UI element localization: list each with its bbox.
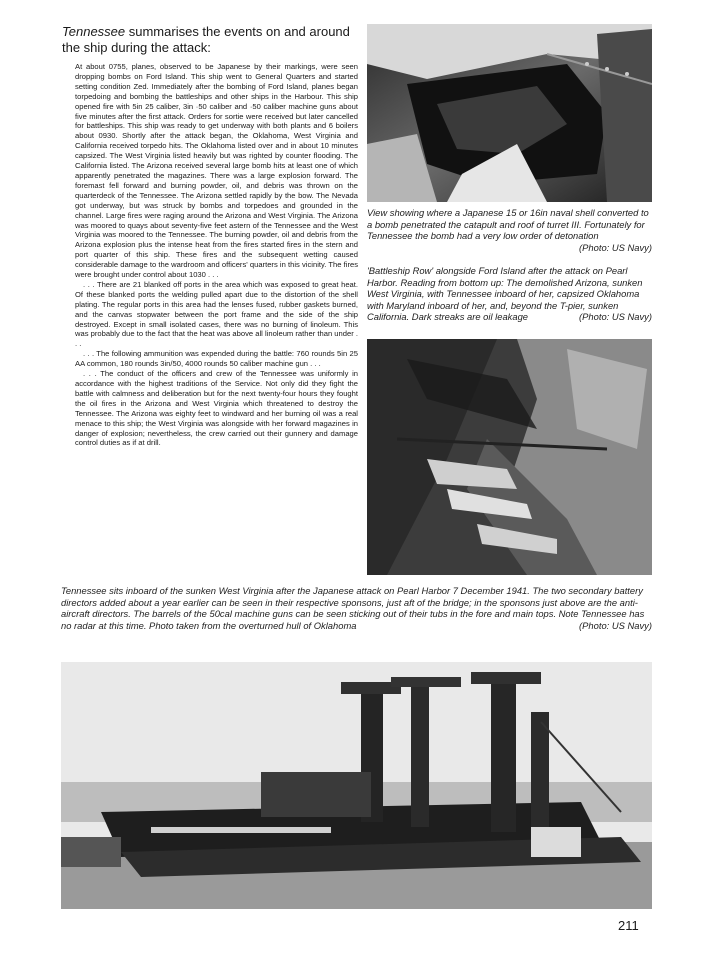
photo-credit: (Photo: US Navy) (579, 311, 652, 322)
heading-ship-name: Tennessee (62, 24, 126, 39)
tennessee-battleship-photo (61, 662, 652, 909)
turret-photo-caption (367, 207, 652, 253)
caption-text: View showing where a Japanese 15 or 16in naval shell converted to a bomb penetrated the catapult and roof of turret III. Fortunately for Tennessee the bomb had a very low order of detonation (367, 207, 649, 241)
quote-paragraph-4: . . . The conduct of the officers and crew of the Tennessee was uniformly in accordance with the highest traditions of the Service. Not only did they fight the battle with calmness and deliberation but for the next twenty-four hours they fought the oil fires in the Arizona and West Virginia which threatened to destroy the Tennessee. The Arizona was eighty feet to windward and her burning oil was a real menace to this ship; the West Virginia was alongside with her forward magazines in danger of explosion; nevertheless, the crew carried out their gunnery and damage control duties as if at drill. (75, 369, 358, 448)
photo-credit: (Photo: US Navy) (579, 619, 652, 631)
quote-paragraph-3: . . . The following ammunition was expended during the battle: 760 rounds 5in 25 AA common, 180 rounds 3in/50, 4000 rounds 50 caliber machine gun . . . (75, 349, 358, 369)
battleship-row-caption (367, 265, 652, 323)
caption-text: Tennessee sits inboard of the sunken West Virginia after the Japanese attack on Pearl Harbor 7 December 1941. The two secondary battery directors added about a year earlier can be seen in their respective sponsons, just aft of the bridge; in the sponsons just above are the anti-aircraft directors. The barrels of the 50cal machine guns can be seen sticking out of their tubs in the fore and main tops. Note Tennessee has no radar at this time. Photo taken from the overturned hull of Oklahoma (61, 585, 645, 631)
battleship-row-aerial-photo (367, 339, 652, 575)
turret-damage-photo (367, 24, 652, 202)
page-number: 211 (618, 918, 639, 933)
report-quote (75, 62, 358, 448)
heading-text: summarises the events on and around the ship during the attack: (62, 24, 350, 55)
quote-paragraph-1: At about 0755, planes, observed to be Japanese by their markings, were seen dropping bombs on Ford Island. This ship went to General Quarters and started setting condition Zed. Immediately after the bombing of Ford Island, planes began torpedoing and bombing the battleships and other ships in the Harbour. This ship opened fire with 5in 25 caliber, 3in ·50 caliber and ·50 caliber machine guns about five minutes after the first attack. Orders for sortie were received but later cancelled for battleships. This ship was ready to get underway with both plants and 6 boilers about 0930. Shortly after the attack began, the Oklahoma, West Virginia and California received torpedo hits. The Oklahoma listed over and in about 10 minutes capsized. The West Virginia listed heavily but was righted by counter flooding. The California listed. The Arizona received several large bomb hits at least one of which apparently penetrated the magazines. There was a large explosion forward. The foremast fell forward and burning powder, oil, and debris was thrown on the quarterdeck of the Tennessee. The Arizona settled rapidly by the bow. The Nevada got underway, but was struck by bombs and torpedoes and grounded in the channel. Large fires were raging around the Arizona and West Virginia. The Arizona was moored to quays about seventy-five feet astern of the Tennessee and the West Virginia was moored to the Tennessee. The burning powder, oil and debris from the Arizona explosion plus the intense heat from the fires started fires in the stern and port quarter of this ship. These fires and the subsequent wetting caused considerable damage to the wardroom and officers' quarters in this vicinity. The fires were brought under control about 1030 . . . (75, 62, 358, 280)
photo-credit: (Photo: US Navy) (579, 241, 652, 253)
caption-text: 'Battleship Row' alongside Ford Island after the attack on Pearl Harbor. Reading from bottom up: The demolished Arizona, sunken West Virginia, with Tennessee inboard of her, capsized Oklahoma with Maryland inboard of her, and, beyond the T-pier, sunken California. Dark streaks are oil leakage (367, 265, 643, 322)
quote-paragraph-2: . . . There are 21 blanked off ports in the area which was exposed to great heat. Of these blanked ports the welding pulled apart due to the distortion of the shell plating. The regular ports in this area had the lenses fused, rubber gaskets burned, and the canvas stopwater between the port frame and the side of the ship destroyed. Except in small isolated cases, there was no burning of linoleum. This was probably due to the fact that the heat was above all linoleum rather than under . . . (75, 279, 358, 349)
intro-heading (62, 24, 360, 56)
tennessee-photo-caption (61, 585, 652, 631)
